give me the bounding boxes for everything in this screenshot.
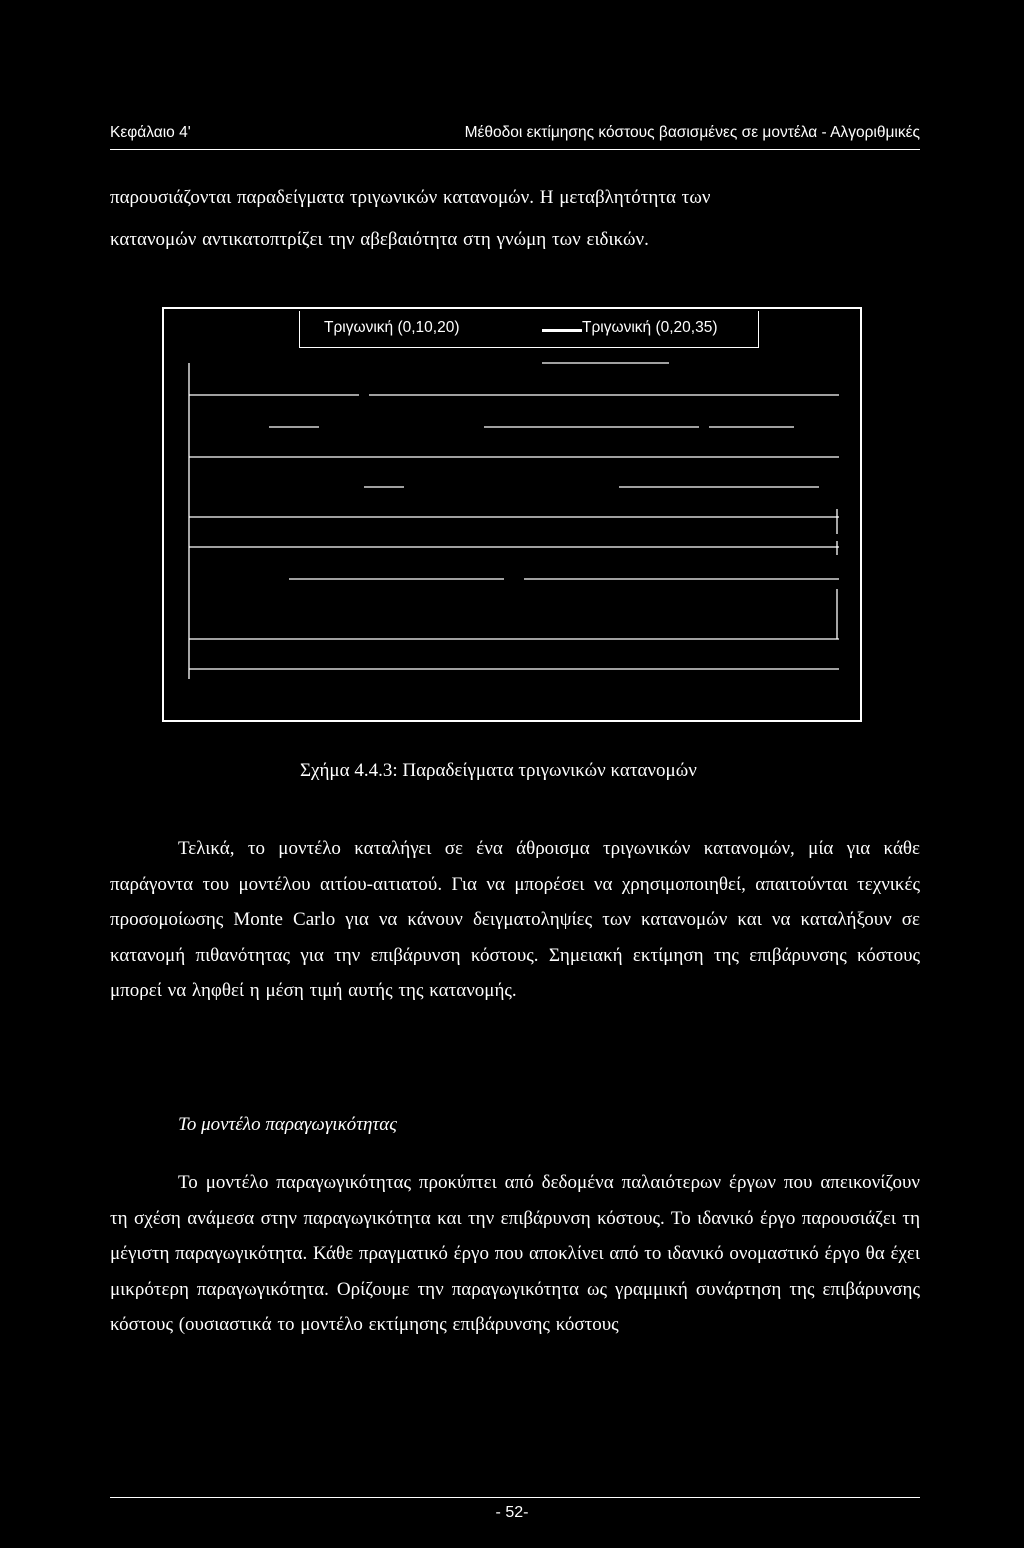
- header-chapter: Κεφάλαιο 4': [110, 124, 191, 141]
- legend-series-1: Τριγωνική (0,10,20): [324, 319, 460, 336]
- header-title: Μέθοδοι εκτίμησης κόστους βασισμένες σε μοντέλα - Αλγοριθμικές: [464, 124, 920, 141]
- footer-rule: [110, 1497, 920, 1498]
- figure-caption: Σχήμα 4.4.3: Παραδείγματα τριγωνικών κατανομών: [300, 760, 697, 781]
- header-rule: [110, 149, 920, 150]
- figure-gridlines: [189, 363, 839, 679]
- intro-line-1: παρουσιάζονται παραδείγματα τριγωνικών κατανομών. Η μεταβλητότητα των: [110, 187, 711, 208]
- paragraph-monte-carlo: Τελικά, το μοντέλο καταλήγει σε ένα άθροισμα τριγωνικών κατανομών, μία για κάθε παράγοντα του μοντέλου αιτίου-αιτιατού. Για να μπορέσει να χρησιμοποιηθεί, απαιτούνται τεχνικές προσομοίωσης Monte Carlo για να κάνουν δειγματοληψίες των κατανομών και να καταλήξουν σε κατανομή πιθανότητας για την επιβάρυνση κόστους. Σημειακή εκτίμηση της επιβάρυνσης κόστους μπορεί να ληφθεί η μέση τιμή αυτής της κατανομής.: [110, 838, 920, 1002]
- legend-series-2: Τριγωνική (0,20,35): [582, 319, 718, 336]
- section-subheading: Το μοντέλο παραγωγικότητας: [178, 1114, 397, 1135]
- intro-line-2: κατανομών αντικατοπτρίζει την αβεβαιότητα στη γνώμη των ειδικών.: [110, 229, 649, 250]
- paragraph-productivity-model: Το μοντέλο παραγωγικότητας προκύπτει από δεδομένα παλαιότερων έργων που απεικονίζουν τη σχέση ανάμεσα στην παραγωγικότητα και την επιβάρυνση κόστους. Το ιδανικό έργο παρουσιάζει τη μέγιστη παραγωγικότητα. Κάθε πραγματικό έργο που αποκλίνει από το ιδανικό ονομαστικό έργο θα έχει μικρότερη παραγωγικότητα. Ορίζουμε την παραγωγικότητα ως γραμμική συνάρτηση της επιβάρυνσης κόστους (ουσιαστικά το μοντέλο εκτίμησης επιβάρυνσης κόστους: [110, 1172, 920, 1336]
- page-number: - 52-: [495, 1504, 529, 1521]
- figure-legend: [299, 311, 759, 348]
- running-header: [110, 124, 920, 150]
- legend-line-swatch: [542, 329, 582, 332]
- figure-plot-area: [164, 309, 864, 724]
- triangular-distributions-figure: [162, 307, 862, 722]
